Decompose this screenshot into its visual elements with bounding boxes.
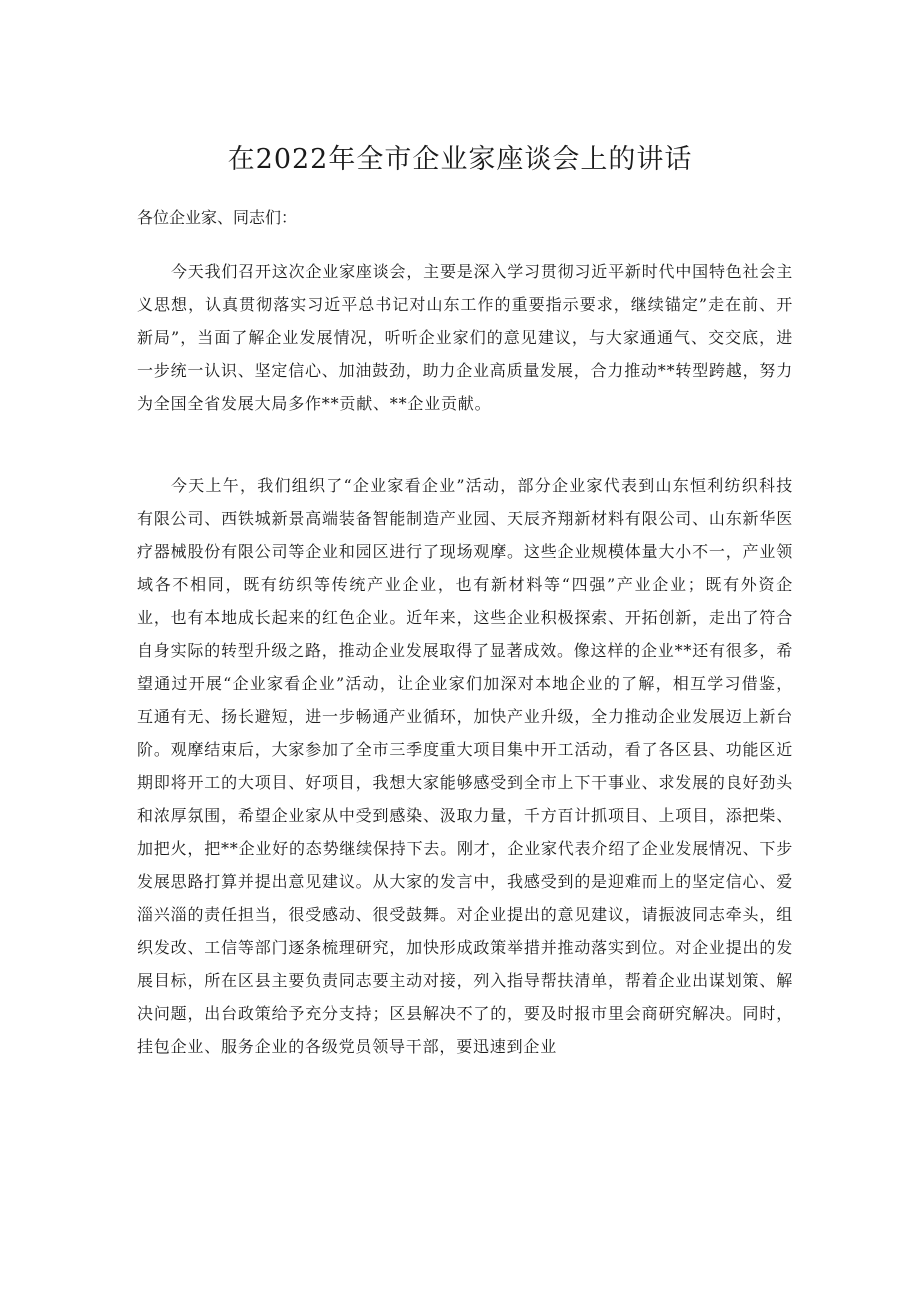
paragraph-2: 今天上午，我们组织了“企业家看企业”活动，部分企业家代表到山东恒利纺织科技有限公司、西铁城新景高端装备智能制造产业园、天辰齐翔新材料有限公司、山东新华医疗器械股份有限公司等企业和园区进行了现场观摩。这些企业规模体量大小不一，产业领域各不相同，既有纺织等传统产业企业，也有新材料等“四强”产业企业；既有外资企业，也有本地成长起来的红色企业。近年来，这些企业积极探索、开拓创新，走出了符合自身实际的转型升级之路，推动企业发展取得了显著成效。像这样的企业**还有很多，希望通过开展“企业家看企业”活动，让企业家们加深对本地企业的了解，相互学习借鉴，互通有无、扬长避短，进一步畅通产业循环，加快产业升级，全力推动企业发展迈上新台阶。观摩结束后，大家参加了全市三季度重大项目集中开工活动，看了各区县、功能区近期即将开工的大项目、好项目，我想大家能够感受到全市上下干事业、求发展的良好劲头和浓厚氛围，希望企业家从中受到感染、汲取力量，千方百计抓项目、上项目，添把柴、加把火，把**企业好的态势继续保持下去。刚才，企业家代表介绍了企业发展情况、下步发展思路打算并提出意见建议。从大家的发言中，我感受到的是迎难而上的坚定信心、爱淄兴淄的责任担当，很受感动、很受鼓舞。对企业提出的意见建议，请振波同志牵头，组织发改、工信等部门逐条梳理研究，加快形成政策举措并推动落实到位。对企业提出的发展目标，所在区县主要负责同志要主动对接，列入指导帮扶清单，帮着企业出谋划策、解决问题，出台政策给予充分支持；区县解决不了的，要及时报市里会商研究解决。同时，挂包企业、服务企业的各级党员领导干部，要迅速到企业 — [137, 476, 794, 1056]
document-title: 在2022年全市企业家座谈会上的讲话 — [227, 144, 693, 175]
salutation: 各位企业家、同志们： — [137, 208, 298, 227]
paragraph-1: 今天我们召开这次企业家座谈会，主要是深入学习贯彻习近平新时代中国特色社会主义思想，认真贯彻落实习近平总书记对山东工作的重要指示要求，继续锚定”走在前、开新局”，当面了解企业发展情况，听听企业家们的意见建议，与大家通通气、交交底，进一步统一认识、坚定信心、加油鼓劲，助力企业高质量发展，合力推动**转型跨越，努力为全国全省发展大局多作**贡献、**企业贡献。 — [137, 262, 794, 413]
